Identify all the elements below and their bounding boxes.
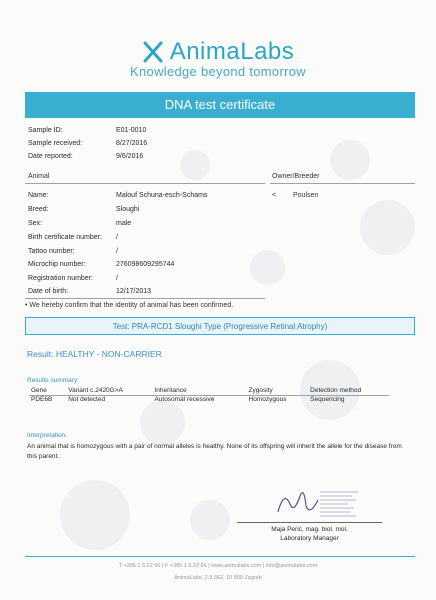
dob-row <box>28 288 151 295</box>
signature-line <box>237 522 382 523</box>
lab-stamp <box>318 488 378 522</box>
animal-heading: Animal <box>28 173 50 180</box>
certificate-title: DNA test certificate <box>25 92 415 118</box>
breed-label: Breed: <box>28 206 49 213</box>
animal-bottom-divider <box>25 298 265 299</box>
microchip-row <box>28 261 174 268</box>
results-summary-heading: Results summary: <box>27 377 80 384</box>
tattoo-label: Tattoo number: <box>28 248 75 255</box>
owner-name: Poulsen <box>293 192 319 199</box>
dna-x-icon <box>142 41 164 63</box>
microchip-value: 276098609295744 <box>116 261 175 268</box>
interpretation-heading: Interpretation: <box>27 432 68 439</box>
col-inheritance: Inheritance <box>154 387 187 394</box>
bg-bubble <box>360 200 415 255</box>
table-row <box>29 395 389 404</box>
microchip-label: Microchip number: <box>28 261 86 268</box>
table-header-divider <box>29 395 389 396</box>
cell-method: Sequencing <box>310 396 345 403</box>
identity-confirmation: • We hereby confirm that the identity of animal has been confirmed. <box>25 302 234 309</box>
cell-variant: Not detected <box>68 396 106 403</box>
bg-bubble <box>60 480 130 550</box>
birth-cert-value: / <box>116 234 118 241</box>
date-reported-row <box>28 153 143 160</box>
table-header-row <box>29 386 389 395</box>
date-reported-label: Date reported: <box>28 153 73 160</box>
breed-value: Sloughi <box>116 206 140 213</box>
owner-divider <box>270 183 415 184</box>
date-reported-value: 9/6/2016 <box>116 153 144 160</box>
bg-bubble <box>180 150 210 180</box>
sex-value: male <box>116 220 132 227</box>
sample-received-row <box>28 140 147 147</box>
result-text: Result: HEALTHY - NON-CARRIER <box>27 349 162 359</box>
logo <box>0 38 436 66</box>
test-title: Test: PRA-RCD1 Sloughi Type (Progressive Retinal Atrophy) <box>25 317 415 335</box>
footer-address: AnimaLabs, 2.9.362, 10 000 Zagreb <box>174 575 262 581</box>
col-zygosity: Zygosity <box>248 387 273 394</box>
footer-contact: T +385 1 6 22 66 | F +385 1 6 22 66 | www.animalabs.com | info@animalabs.com <box>118 563 318 569</box>
breed-row <box>28 206 139 213</box>
header <box>0 38 436 79</box>
animal-divider <box>25 183 265 184</box>
bg-bubble <box>330 140 370 180</box>
sample-id-label: Sample ID: <box>28 127 63 134</box>
col-variant: Variant c.2420G>A <box>68 387 123 394</box>
signer-block <box>237 525 382 543</box>
animal-name-value: Malouf Schuna-esch-Schams <box>116 192 208 199</box>
signer-name: Maja Perić, mag. biol. mol. <box>271 526 348 533</box>
sample-received-label: Sample received: <box>28 140 83 147</box>
sample-id-value: E01-0010 <box>116 127 147 134</box>
col-method: Detection method <box>310 387 362 394</box>
registration-row <box>28 275 118 282</box>
registration-value: / <box>116 275 118 282</box>
signer-role: Laboratory Manager <box>280 535 339 542</box>
registration-label: Registration number: <box>28 275 93 282</box>
stamp-icon <box>318 488 378 522</box>
owner-mark: < <box>272 192 277 199</box>
sex-label: Sex: <box>28 220 43 227</box>
bg-bubble <box>140 400 185 445</box>
dob-label: Date of birth: <box>28 288 69 295</box>
col-gene: Gene <box>31 387 47 394</box>
cell-zygosity: Homozygous <box>248 396 287 403</box>
sample-id-row <box>28 127 146 134</box>
dob-value: 12/17/2013 <box>116 288 152 295</box>
birth-cert-label: Birth certificate number: <box>28 234 102 241</box>
animal-name-label: Name: <box>28 192 49 199</box>
tagline: Knowledge beyond tomorrow <box>130 64 306 79</box>
tattoo-row <box>28 248 118 255</box>
owner-heading: Owner/Breeder <box>272 173 320 180</box>
footer-divider <box>25 556 415 557</box>
cell-inheritance: Autosomal recessive <box>154 396 215 403</box>
interpretation-text: An animal that is homozygous with a pair of normal alleles is healthy. None of its offspring will inherit the allele for the disease from this parent. <box>27 443 402 460</box>
bg-bubble <box>190 500 230 540</box>
sample-received-value: 8/27/2016 <box>116 140 148 147</box>
tattoo-value: / <box>116 248 118 255</box>
sex-row <box>28 220 131 227</box>
birth-cert-row <box>28 234 118 241</box>
animal-name-row <box>28 192 207 199</box>
brand-name: AnimaLabs <box>169 38 295 65</box>
bg-bubble <box>250 250 285 285</box>
cell-gene: PDE6B <box>31 396 53 403</box>
